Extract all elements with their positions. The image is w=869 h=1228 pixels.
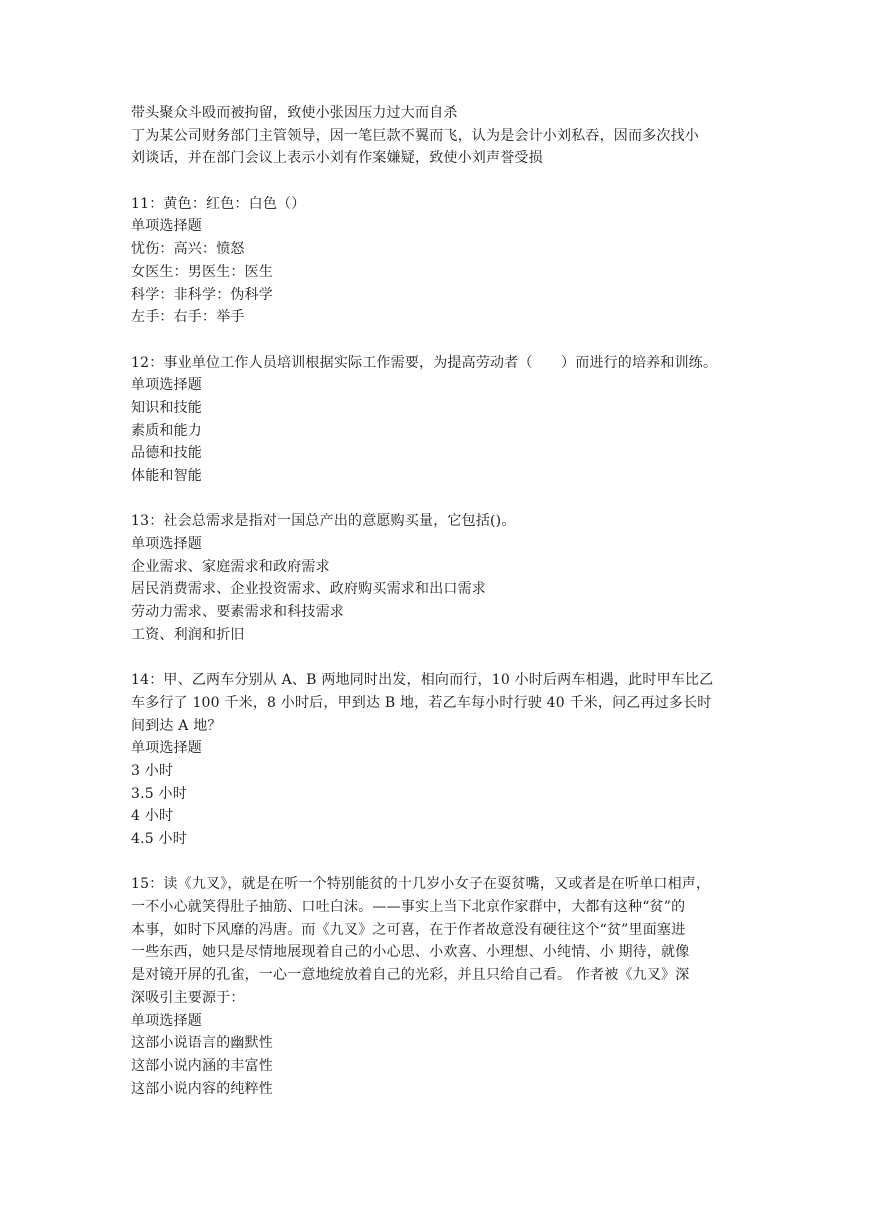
question-stem: 车多行了 100 千米，8 小时后，甲到达 B 地，若乙车每小时行驶 40 千米，问乙再过多长时	[131, 694, 712, 711]
option-a: 忧伤：高兴：愤怒	[131, 241, 245, 258]
question-stem: 本事，如时下风靡的冯唐。而《九叉》之可喜，在于作者故意没有硬往这个“贫”里面塞进	[131, 921, 686, 938]
question-15	[131, 873, 743, 1100]
question-stem: 一不小心就笑得肚子抽筋、口吐白沫。——事实上当下北京作家群中，大都有这种“贫”的	[131, 899, 686, 916]
option-c: 劳动力需求、要素需求和科技需求	[131, 604, 344, 621]
option-a: 企业需求、家庭需求和政府需求	[131, 558, 330, 575]
option-b: 这部小说内涵的丰富性	[131, 1057, 273, 1074]
question-14	[131, 669, 743, 851]
question-stem: 一些东西，她只是尽情地展现着自己的小心思、小欢喜、小理想、小纯情、小 期待，就像	[131, 944, 690, 961]
intro-block	[131, 102, 743, 170]
question-type: 单项选择题	[131, 536, 202, 553]
question-type: 单项选择题	[131, 377, 202, 394]
intro-line: 带头聚众斗殴而被拘留，致使小张因压力过大而自杀	[131, 105, 458, 121]
question-stem: 深吸引主要源于：	[131, 989, 245, 1006]
spacer	[131, 851, 743, 874]
question-11	[131, 193, 743, 329]
option-b: 素质和能力	[131, 422, 202, 439]
spacer	[131, 488, 743, 511]
option-a: 这部小说语言的幽默性	[131, 1035, 273, 1052]
question-stem: 11：黄色：红色：白色（）	[131, 195, 306, 212]
spacer	[131, 170, 743, 193]
option-c: 4 小时	[131, 808, 174, 825]
question-type: 单项选择题	[131, 1012, 202, 1029]
option-b: 居民消费需求、企业投资需求、政府购买需求和出口需求	[131, 581, 486, 598]
question-12	[131, 352, 743, 488]
option-d: 体能和智能	[131, 468, 202, 484]
question-type: 单项选择题	[131, 740, 202, 757]
question-stem: 是对镜开屏的孔雀，一心一意地绽放着自己的光彩，并且只给自己看。 作者被《九叉》深	[131, 967, 690, 984]
question-stem: 13：社会总需求是指对一国总产出的意愿购买量，它包括()。	[131, 513, 516, 530]
question-stem: 12：事业单位工作人员培训根据实际工作需要，为提高劳动者（ ）而进行的培养和训练。	[131, 354, 718, 371]
spacer	[131, 329, 743, 352]
option-a: 3 小时	[131, 762, 174, 779]
option-a: 知识和技能	[131, 399, 202, 416]
question-13	[131, 510, 743, 646]
option-c: 这部小说内容的纯粹性	[131, 1080, 273, 1097]
intro-line: 刘谈话，并在部门会议上表示小刘有作案嫌疑，致使小刘声誉受损	[131, 150, 543, 167]
intro-line: 丁为某公司财务部门主管领导，因一笔巨款不翼而飞，认为是会计小刘私吞，因而多次找小	[131, 127, 699, 144]
document-page	[131, 102, 743, 1100]
option-d: 左手：右手：举手	[131, 309, 245, 326]
question-stem: 14：甲、乙两车分别从 A、B 两地同时出发，相向而行，10 小时后两车相遇，此时甲车比乙	[131, 672, 714, 689]
question-stem: 15：读《九叉》，就是在听一个特别能贫的十几岁小女子在耍贫嘴，又或者是在听单口相声，	[131, 876, 711, 893]
option-d: 4.5 小时	[131, 831, 187, 847]
option-d: 工资、利润和折旧	[131, 626, 245, 643]
option-b: 3.5 小时	[131, 785, 187, 802]
question-type: 单项选择题	[131, 218, 202, 235]
option-c: 科学：非科学：伪科学	[131, 286, 273, 303]
option-b: 女医生：男医生：医生	[131, 263, 273, 280]
spacer	[131, 647, 743, 670]
option-c: 品德和技能	[131, 445, 202, 462]
question-stem: 间到达 A 地？	[131, 717, 222, 734]
